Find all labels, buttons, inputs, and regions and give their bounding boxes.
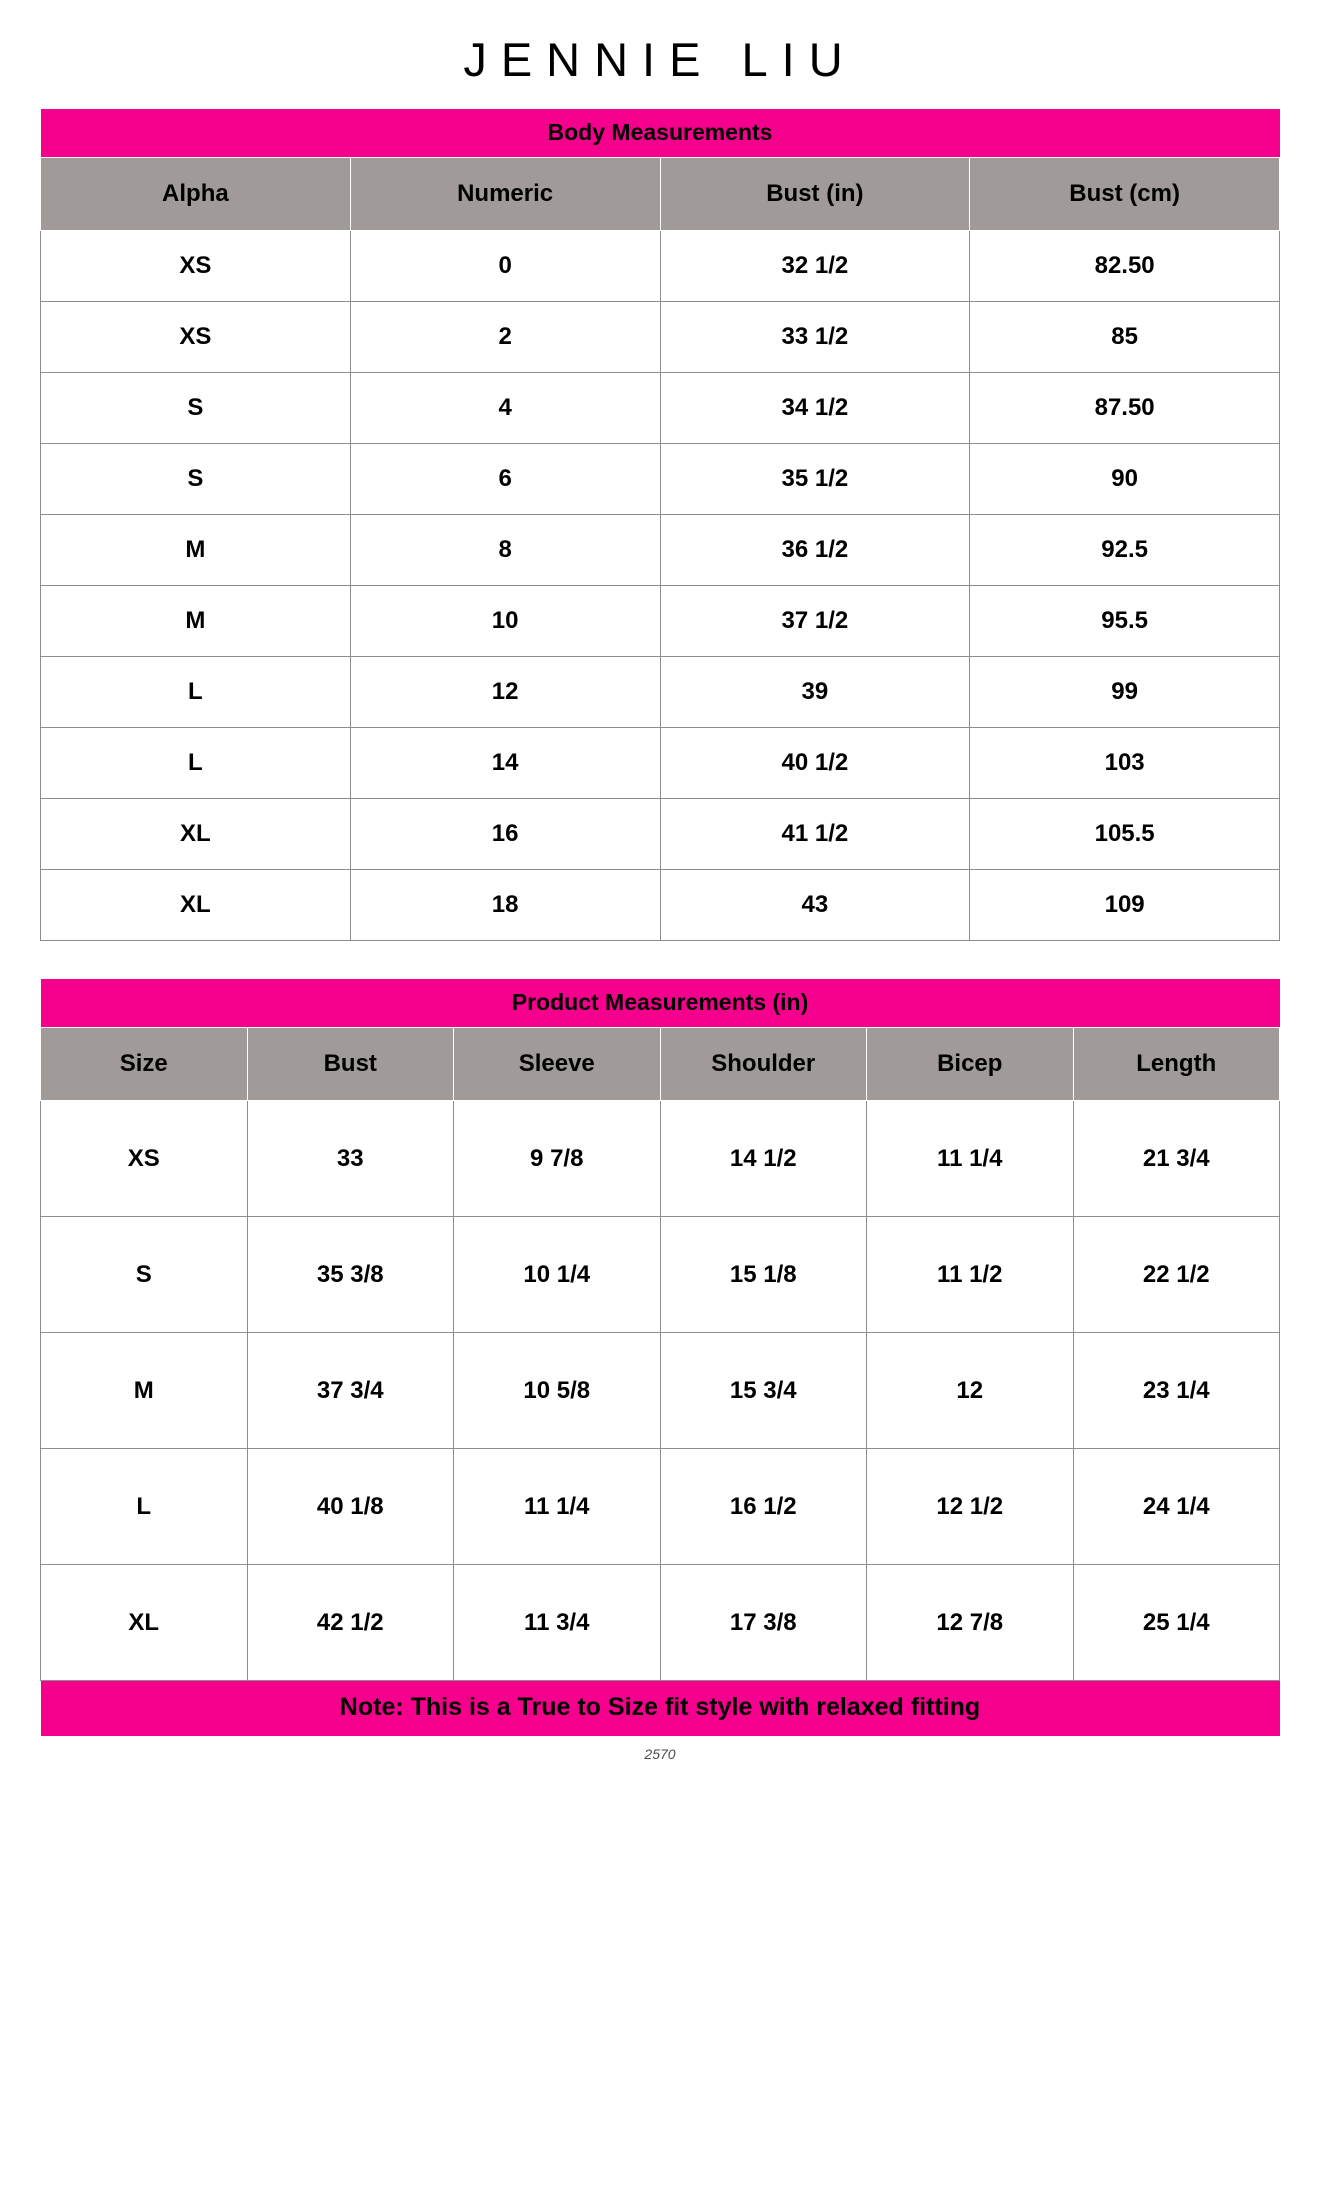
cell-bust-cm: 109	[970, 870, 1280, 941]
cell-numeric: 16	[350, 799, 660, 870]
table-row	[41, 1565, 1280, 1681]
cell-bust-in: 35 1/2	[660, 444, 970, 515]
cell-alpha: M	[41, 586, 351, 657]
header-sleeve: Sleeve	[454, 1028, 661, 1101]
cell-bust-cm: 90	[970, 444, 1280, 515]
cell-bust-cm: 87.50	[970, 373, 1280, 444]
cell-sleeve: 10 1/4	[454, 1217, 661, 1333]
cell-alpha: XS	[41, 302, 351, 373]
cell-size: L	[41, 1449, 248, 1565]
cell-bust: 35 3/8	[247, 1217, 454, 1333]
cell-size: XS	[41, 1101, 248, 1217]
cell-length: 24 1/4	[1073, 1449, 1280, 1565]
header-bust-in: Bust (in)	[660, 158, 970, 231]
cell-numeric: 6	[350, 444, 660, 515]
cell-sleeve: 9 7/8	[454, 1101, 661, 1217]
header-bust: Bust	[247, 1028, 454, 1101]
cell-bust-in: 41 1/2	[660, 799, 970, 870]
cell-shoulder: 14 1/2	[660, 1101, 867, 1217]
table-row	[41, 1449, 1280, 1565]
cell-bust-in: 33 1/2	[660, 302, 970, 373]
cell-alpha: L	[41, 657, 351, 728]
body-measurements-band	[41, 109, 1280, 158]
table-row	[41, 1333, 1280, 1449]
cell-bust-in: 40 1/2	[660, 728, 970, 799]
style-code: 2570	[644, 1746, 676, 1762]
cell-length: 22 1/2	[1073, 1217, 1280, 1333]
cell-bicep: 12	[867, 1333, 1074, 1449]
cell-bust: 40 1/8	[247, 1449, 454, 1565]
table-row	[41, 870, 1280, 941]
cell-bust-in: 32 1/2	[660, 231, 970, 302]
cell-bicep: 12 7/8	[867, 1565, 1074, 1681]
cell-numeric: 2	[350, 302, 660, 373]
header-size: Size	[41, 1028, 248, 1101]
header-bicep: Bicep	[867, 1028, 1074, 1101]
product-measurements-body	[41, 979, 1280, 1736]
cell-numeric: 18	[350, 870, 660, 941]
cell-bust: 37 3/4	[247, 1333, 454, 1449]
table-row	[41, 302, 1280, 373]
cell-numeric: 14	[350, 728, 660, 799]
table-row	[41, 515, 1280, 586]
table-row	[41, 728, 1280, 799]
body-measurements-body	[41, 109, 1280, 941]
cell-shoulder: 16 1/2	[660, 1449, 867, 1565]
cell-size: XL	[41, 1565, 248, 1681]
cell-bust-cm: 103	[970, 728, 1280, 799]
header-bust-cm: Bust (cm)	[970, 158, 1280, 231]
cell-bust-in: 39	[660, 657, 970, 728]
cell-alpha: XL	[41, 870, 351, 941]
cell-bust-cm: 105.5	[970, 799, 1280, 870]
header-shoulder: Shoulder	[660, 1028, 867, 1101]
product-measurements-title: Product Measurements (in)	[41, 979, 1280, 1028]
cell-bust-in: 36 1/2	[660, 515, 970, 586]
product-measurements-header-row	[41, 1028, 1280, 1101]
cell-length: 21 3/4	[1073, 1101, 1280, 1217]
cell-bust: 42 1/2	[247, 1565, 454, 1681]
cell-sleeve: 10 5/8	[454, 1333, 661, 1449]
cell-numeric: 0	[350, 231, 660, 302]
table-row	[41, 586, 1280, 657]
cell-bicep: 11 1/2	[867, 1217, 1074, 1333]
table-row	[41, 373, 1280, 444]
header-length: Length	[1073, 1028, 1280, 1101]
fit-note-row	[41, 1681, 1280, 1737]
brand-title: JENNIE LIU	[463, 33, 857, 86]
cell-numeric: 12	[350, 657, 660, 728]
body-measurements-title: Body Measurements	[41, 109, 1280, 158]
table-row	[41, 1217, 1280, 1333]
cell-bicep: 12 1/2	[867, 1449, 1074, 1565]
cell-alpha: XL	[41, 799, 351, 870]
table-row	[41, 1101, 1280, 1217]
cell-alpha: M	[41, 515, 351, 586]
table-row	[41, 231, 1280, 302]
cell-alpha: L	[41, 728, 351, 799]
cell-shoulder: 15 3/4	[660, 1333, 867, 1449]
cell-sleeve: 11 3/4	[454, 1565, 661, 1681]
body-measurements-table	[40, 109, 1280, 941]
cell-bust-cm: 82.50	[970, 231, 1280, 302]
cell-bust-in: 37 1/2	[660, 586, 970, 657]
product-measurements-table	[40, 979, 1280, 1736]
table-spacer	[28, 941, 1292, 979]
header-numeric: Numeric	[350, 158, 660, 231]
fit-note: Note: This is a True to Size fit style with relaxed fitting	[41, 1681, 1280, 1737]
cell-alpha: S	[41, 373, 351, 444]
cell-numeric: 8	[350, 515, 660, 586]
product-measurements-band	[41, 979, 1280, 1028]
cell-bust-cm: 92.5	[970, 515, 1280, 586]
cell-length: 25 1/4	[1073, 1565, 1280, 1681]
cell-shoulder: 15 1/8	[660, 1217, 867, 1333]
table-row	[41, 799, 1280, 870]
cell-numeric: 4	[350, 373, 660, 444]
table-row	[41, 444, 1280, 515]
cell-shoulder: 17 3/8	[660, 1565, 867, 1681]
header-alpha: Alpha	[41, 158, 351, 231]
cell-bust-cm: 95.5	[970, 586, 1280, 657]
cell-bust: 33	[247, 1101, 454, 1217]
cell-sleeve: 11 1/4	[454, 1449, 661, 1565]
table-row	[41, 657, 1280, 728]
cell-alpha: S	[41, 444, 351, 515]
body-measurements-header-row	[41, 158, 1280, 231]
cell-bust-in: 43	[660, 870, 970, 941]
cell-length: 23 1/4	[1073, 1333, 1280, 1449]
cell-bust-in: 34 1/2	[660, 373, 970, 444]
cell-bust-cm: 85	[970, 302, 1280, 373]
cell-numeric: 10	[350, 586, 660, 657]
cell-bust-cm: 99	[970, 657, 1280, 728]
cell-bicep: 11 1/4	[867, 1101, 1074, 1217]
cell-size: S	[41, 1217, 248, 1333]
cell-size: M	[41, 1333, 248, 1449]
cell-alpha: XS	[41, 231, 351, 302]
